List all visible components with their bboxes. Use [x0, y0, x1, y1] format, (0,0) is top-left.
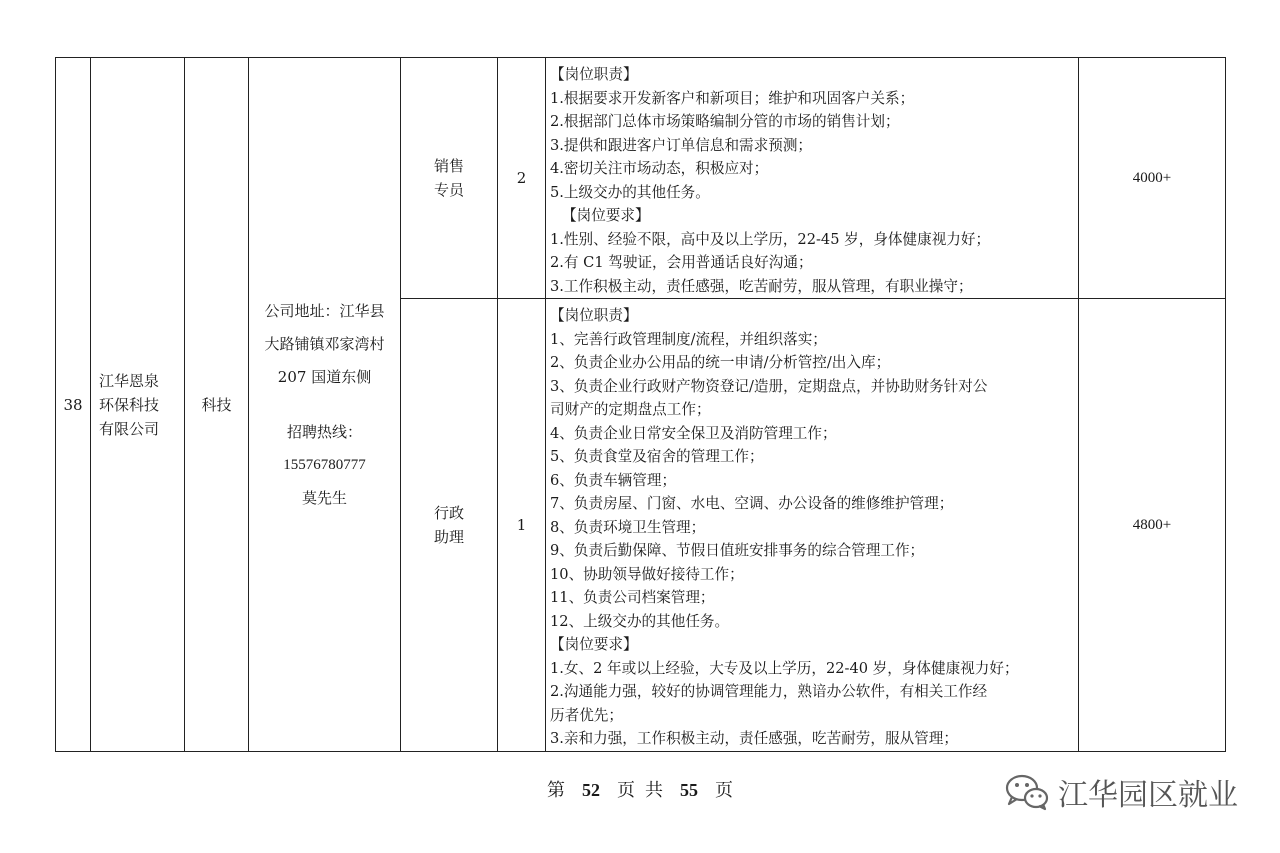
- description-line: 7、负责房屋、门窗、水电、空调、办公设备的维修维护管理；: [550, 495, 954, 512]
- description-line: 【岗位要求】: [550, 636, 638, 653]
- description-line: 4、负责企业日常安全保卫及消防管理工作；: [550, 424, 837, 442]
- position-count: 2: [498, 58, 546, 299]
- address-line: 大路铺镇邓家湾村: [264, 334, 385, 353]
- description-line: 1、完善行政管理制度/流程，并组织落实；: [550, 330, 827, 348]
- description-line: 2.有 C1 驾驶证，会用普通话良好沟通；: [550, 254, 813, 271]
- company-name-line: 江华恩泉: [99, 371, 160, 390]
- position-description: [546, 58, 1079, 299]
- wechat-icon: [1004, 772, 1050, 812]
- description-line: 3.提供和跟进客户订单信息和需求预测；: [550, 136, 813, 154]
- description-line: 4.密切关注市场动态，积极应对；: [550, 160, 769, 177]
- description-line: 2.根据部门总体市场策略编制分管的市场的销售计划；: [550, 113, 900, 130]
- footer-middle1: 页: [617, 780, 635, 801]
- footer-middle2: 共: [645, 780, 663, 801]
- description-line: 2、负责企业办公用品的统一申请/分析管控/出入库；: [550, 354, 891, 371]
- company-contact: [249, 58, 401, 752]
- description-line: 3.工作积极主动，责任感强，吃苦耐劳，服从管理，有职业操守；: [550, 277, 973, 295]
- position-title-line: 专员: [433, 181, 464, 199]
- description-line: 【岗位职责】: [550, 66, 638, 83]
- position-count: 1: [498, 299, 546, 752]
- description-line: 10、协助领导做好接待工作；: [550, 565, 744, 583]
- footer-prefix: 第: [547, 780, 565, 801]
- job-table: [55, 57, 1226, 752]
- position-title-line: 助理: [433, 528, 464, 546]
- footer-suffix: 页: [715, 780, 733, 801]
- description-line: 6、负责车辆管理；: [550, 471, 677, 489]
- salary: 4000+: [1079, 58, 1226, 299]
- description-line: 【岗位职责】: [550, 307, 638, 324]
- watermark-text: 江华园区就业: [1058, 778, 1238, 813]
- description-line: 1.根据要求开发新客户和新项目；维护和巩固客户关系；: [550, 89, 915, 107]
- description-line: 【岗位要求】: [562, 207, 650, 224]
- position-title-line: 行政: [433, 504, 464, 522]
- company-name-line: 有限公司: [99, 419, 160, 438]
- phone-number: 15576780777: [283, 456, 366, 473]
- address-line: 公司地址：江华县: [264, 301, 385, 320]
- contact-person: 莫先生: [301, 488, 347, 507]
- description-line: 司财产的定期盘点工作；: [550, 401, 711, 418]
- industry: 科技: [185, 58, 249, 752]
- address-line: 207 国道东侧: [277, 367, 372, 386]
- description-line: 历者优先；: [550, 706, 623, 724]
- description-line: 3.亲和力强，工作积极主动，责任感强，吃苦耐劳，服从管理；: [550, 730, 958, 747]
- table-row: [56, 58, 1226, 299]
- position-title-line: 销售: [433, 157, 464, 175]
- salary: 4800+: [1079, 299, 1226, 752]
- company-name-line: 环保科技: [99, 395, 160, 414]
- row-index: 38: [56, 58, 91, 752]
- description-line: 5、负责食堂及宿舍的管理工作；: [550, 448, 764, 465]
- total-pages: 55: [680, 780, 698, 800]
- position-title: [401, 58, 498, 299]
- description-line: 1.性别、经验不限，高中及以上学历，22-45 岁，身体健康视力好；: [550, 230, 991, 248]
- description-line: 11、负责公司档案管理；: [550, 589, 715, 606]
- description-line: 3、负责企业行政财产物资登记/造册，定期盘点，并协助财务针对公: [550, 377, 988, 395]
- company-name: [91, 58, 185, 752]
- hotline-label: 招聘热线：: [286, 422, 362, 441]
- watermark: [1004, 770, 1238, 814]
- description-line: 5.上级交办的其他任务。: [550, 183, 710, 201]
- description-line: 9、负责后勤保障、节假日值班安排事务的综合管理工作；: [550, 542, 925, 559]
- description-line: 8、负责环境卫生管理；: [550, 518, 706, 536]
- position-title: [401, 299, 498, 752]
- description-line: 2.沟通能力强，较好的协调管理能力，熟谙办公软件，有相关工作经: [550, 683, 988, 700]
- description-line: 12、上级交办的其他任务。: [550, 612, 730, 630]
- position-description: [546, 299, 1079, 752]
- description-line: 1.女、2 年或以上经验，大专及以上学历，22-40 岁，身体健康视力好；: [550, 659, 1019, 677]
- current-page: 52: [582, 780, 600, 800]
